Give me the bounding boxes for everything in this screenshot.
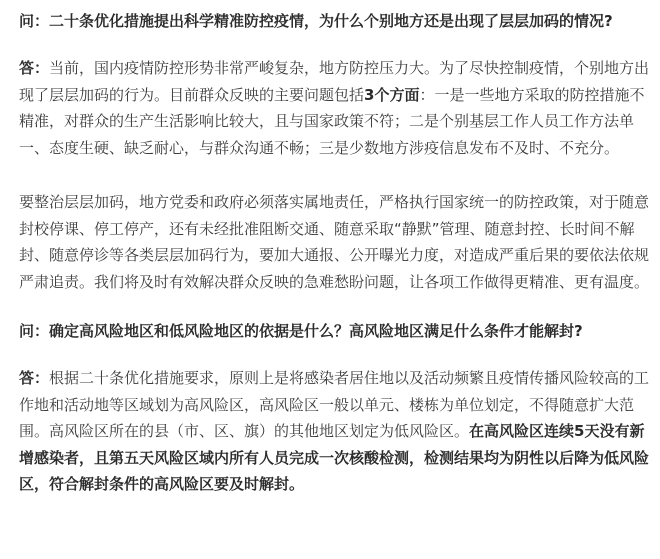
question-2: 问：确定高风险地区和低风险地区的依据是什么？高风险地区满足什么条件才能解封? [19,322,583,340]
answer-1 [19,55,650,161]
answer-1-text-b: ：一是一些地方采取的防控措施不精准，对群众的生产生活影响比较大，且与国家政策不符；二是个别基层工作人员工作方法单一、态度生硬、缺乏耐心，与群众沟通不畅；三是少数地方涉疫信息发布不及时、不充分。 [19,85,645,157]
answer-2-label: 答： [19,369,50,387]
question-1: 问：二十条优化措施提出科学精准防控疫情，为什么个别地方还是出现了层层加码的情况? [19,12,613,30]
answer-1-emphasis: 3个方面 [364,85,420,104]
answer-1-paragraph-2: 要整治层层加码，地方党委和政府必须落实属地责任，严格执行国家统一的防控政策，对于随意封校停课、停工停产，还有未经批准阻断交通、随意采取“静默”管理、随意封控、长时间不解封、随意停诊等各类层层加码行为，要加大通报、公开曝光力度，对造成严重后果的要依法依规严肃追责。我们将及时有效解决群众反映的急难愁盼问题，让各项工作做得更精准、更有温度。 [19,193,650,291]
answer-2 [19,365,650,498]
answer-2-text: 根据二十条优化措施要求，原则上是将感染者居住地以及活动频繁且疫情传播风险较高的工作地和活动地等区域划为高风险区，高风险区一般以单元、楼栋为单位划定，不得随意扩大范围。高风险区所在的县（市、区、旗）的其他地区划定为低风险区。 [19,369,650,440]
answer-1-text-a: 当前，国内疫情防控形势非常严峻复杂，地方防控压力大。为了尽快控制疫情，个别地方出现了层层加码的行为。目前群众反映的主要问题包括 [19,59,650,104]
answer-1-label: 答： [19,59,50,77]
answer-2-emphasis: 在高风险区连续5天没有新增感染者，且第五天风险区域内所有人员完成一次核酸检测，检测结果均为阴性以后降为低风险区，符合解封条件的高风险区要及时解封。 [19,422,650,493]
